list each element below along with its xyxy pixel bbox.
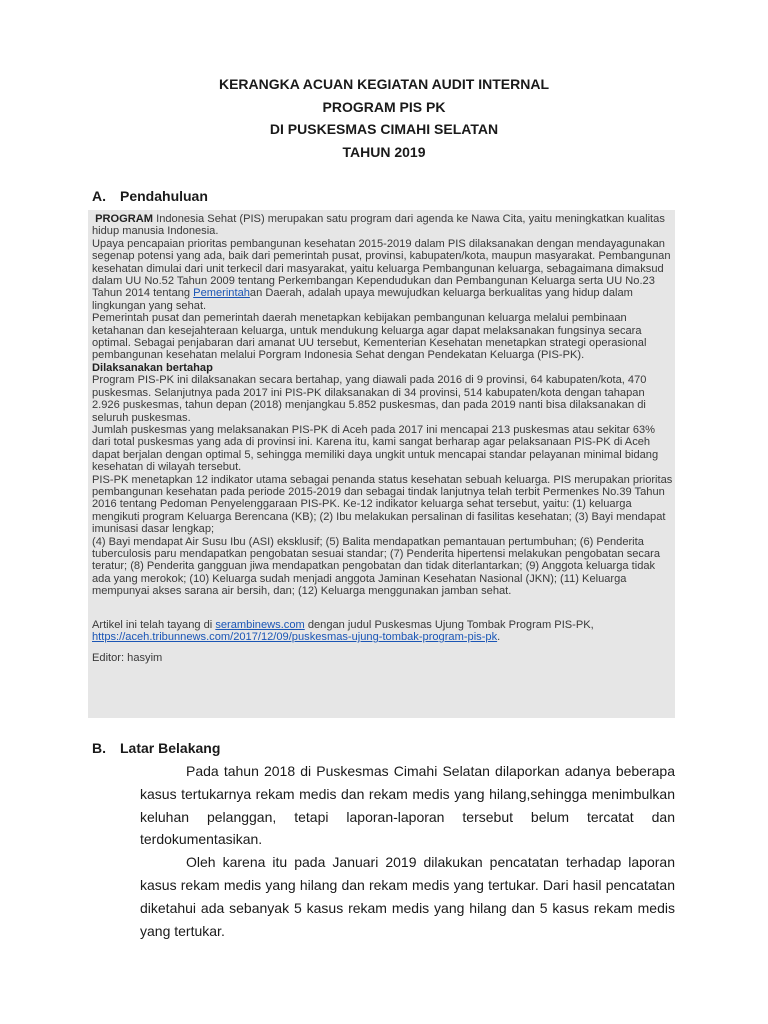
- quoted-article-text: [92, 213, 674, 665]
- background-paragraph-2: Oleh karena itu pada Januari 2019 dilakukan pencatatan terhadap laporan kasus rekam medis yang hilang dan rekam medis yang tertukar. Dari hasil pencatatan diketahui ada sebanyak 5 kasus rekam medis yang hilang dan 5 kasus rekam medis yang tertukar.: [140, 854, 675, 939]
- section-b-heading: [92, 740, 220, 756]
- source-text-end: .: [497, 631, 501, 643]
- background-body: [140, 760, 675, 942]
- document-title-line-2: PROGRAM PIS PK: [322, 99, 446, 115]
- section-a-label: Pendahuluan: [120, 188, 208, 204]
- article-paragraph-2-text-a: Upaya pencapaian prioritas pembangunan kesehatan 2015-2019 dalam PIS dilaksanakan dengan mendayagunakan segenap potensi yang ada, baik dari pemerintah pusat, provinsi, kabupaten/kota, maupun masyarakat. Pembangunan kesehatan dimulai dari unit terkecil dari masyarakat, yaitu keluarga Pembangunan keluarga, sebagaimana dimaksud dalam UU No.52 Tahun 2009 tentang Perkembangan Kependudukan dan Pembangunan Keluarga serta UU No.23 Tahun 2014 tentang: [92, 237, 671, 300]
- document-title-line-1: KERANGKA ACUAN KEGIATAN AUDIT INTERNAL: [218, 76, 550, 92]
- article-lead-word: PROGRAM: [95, 213, 154, 225]
- article-paragraph-2: [92, 238, 674, 312]
- article-paragraph-1: [92, 213, 674, 238]
- source-text-a: Artikel ini telah tayang di: [92, 618, 216, 631]
- serambinews-link[interactable]: serambinews.com: [215, 618, 305, 631]
- tribunnews-article-link[interactable]: https://aceh.tribunnews.com/2017/12/09/puskesmas-ujung-tombak-program-pis-pk: [92, 631, 498, 643]
- article-paragraph-5: Jumlah puskesmas yang melaksanakan PIS-PK di Aceh pada 2017 ini mencapai 213 puskesmas atau sekitar 63% dari total puskesmas yang ada di provinsi ini. Karena itu, kami sangat berharap agar pelaksanaan PIS-PK di Aceh dapat berjalan dengan optimal 5, sehingga memiliki daya ungkit untuk mencapai standar pelayanan minimal bidang kesehatan di wilayah tersebut.: [92, 423, 659, 474]
- article-paragraph-3: Pemerintah pusat dan pemerintah daerah menetapkan kebijakan pembangunan keluarga melalui pembinaan ketahanan dan kesejahteraan keluarga, untuk mendukung keluarga agar dapat melaksanakan fungsinya secara optimal. Sebagai penjabaran dari amanat UU tersebut, Kementerian Kesehatan menetapkan strategi operasional pembangunan kesehatan melalui Porgram Indonesia Sehat dengan Pendekatan Keluarga (PIS-PK).: [92, 312, 647, 362]
- pemerintah-link[interactable]: Pemerintah: [193, 287, 250, 300]
- article-subheading: Dilaksanakan bertahap: [92, 361, 213, 374]
- article-paragraph-6: PIS-PK menetapkan 12 indikator utama sebagai penanda status kesehatan sebuah keluarga. PIS merupakan prioritas pembangunan kesehatan pada periode 2015-2019 dan sebagai tindak lanjutnya telah terbit Permenkes No.39 Tahun 2016 tentang Pedoman Penyelenggaraan PIS-PK. Ke-12 indikator keluarga sehat tersebut, yaitu: (1) keluarga mengikuti program Keluarga Berencana (KB); (2) Ibu melakukan persalinan di fasilitas kesehatan; (3) Bayi mendapat imunisasi dasar lengkap;: [92, 473, 673, 536]
- section-b-label: Latar Belakang: [120, 740, 221, 756]
- article-paragraph-7: (4) Bayi mendapat Air Susu Ibu (ASI) eksklusif; (5) Balita mendapatkan pemantauan pertumbuhan; (6) Penderita tuberculosis paru mendapatkan pengobatan sesuai standar; (7) Penderita hipertensi melakukan pengobatan secara teratur; (8) Penderita gangguan jiwa mendapatkan pengobatan dan tidak diterlantarkan; (9) Anggota keluarga tidak ada yang merokok; (10) Keluarga sudah menjadi anggota Jaminan Kesehatan Nasional (JKN); (11) Keluarga mempunyai akses sarana air bersih, dan; (12) Keluarga menggunakan jamban sehat.: [92, 535, 661, 598]
- article-source-note: [92, 619, 674, 644]
- article-editor: Editor: hasyim: [92, 652, 163, 665]
- section-a-number: A.: [92, 188, 106, 204]
- source-text-b: dengan judul Puskesmas Ujung Tombak Program PIS-PK,: [304, 618, 594, 631]
- section-b-number: B.: [92, 740, 106, 756]
- background-paragraph-1: Pada tahun 2018 di Puskesmas Cimahi Selatan dilaporkan adanya beberapa kasus tertukarnya rekam medis dan rekam medis yang hilang,sehingga menimbulkan keluhan pelanggan, tetapi laporan-laporan tersebut belum tercatat dan terdokumentasikan.: [140, 763, 675, 848]
- article-paragraph-4: Program PIS-PK ini dilaksanakan secara bertahap, yang diawali pada 2016 di 9 provinsi, 64 kabupaten/kota, 470 puskesmas. Selanjutnya pada 2017 ini PIS-PK dilaksanakan di 34 provinsi, 514 kabupaten/kota dengan tahapan 2.926 puskesmas, tahun depan (2018) menjangkau 5.852 puskesmas, dan pada 2019 nanti bisa dilaksanakan di seluruh puskesmas.: [92, 374, 647, 424]
- document-title-line-3: DI PUSKESMAS CIMAHI SELATAN: [269, 121, 499, 137]
- article-paragraph-2-text-b: an Daerah, adalah upaya mewujudkan keluarga berkualitas yang hidup dalam lingkungan yang sehat.: [92, 287, 633, 312]
- article-paragraph-1-text: Indonesia Sehat (PIS) merupakan satu program dari agenda ke Nawa Cita, yaitu meningkatkan kualitas hidup manusia Indonesia.: [92, 213, 665, 238]
- section-a-heading: [92, 188, 208, 204]
- document-title-line-4: TAHUN 2019: [342, 144, 426, 160]
